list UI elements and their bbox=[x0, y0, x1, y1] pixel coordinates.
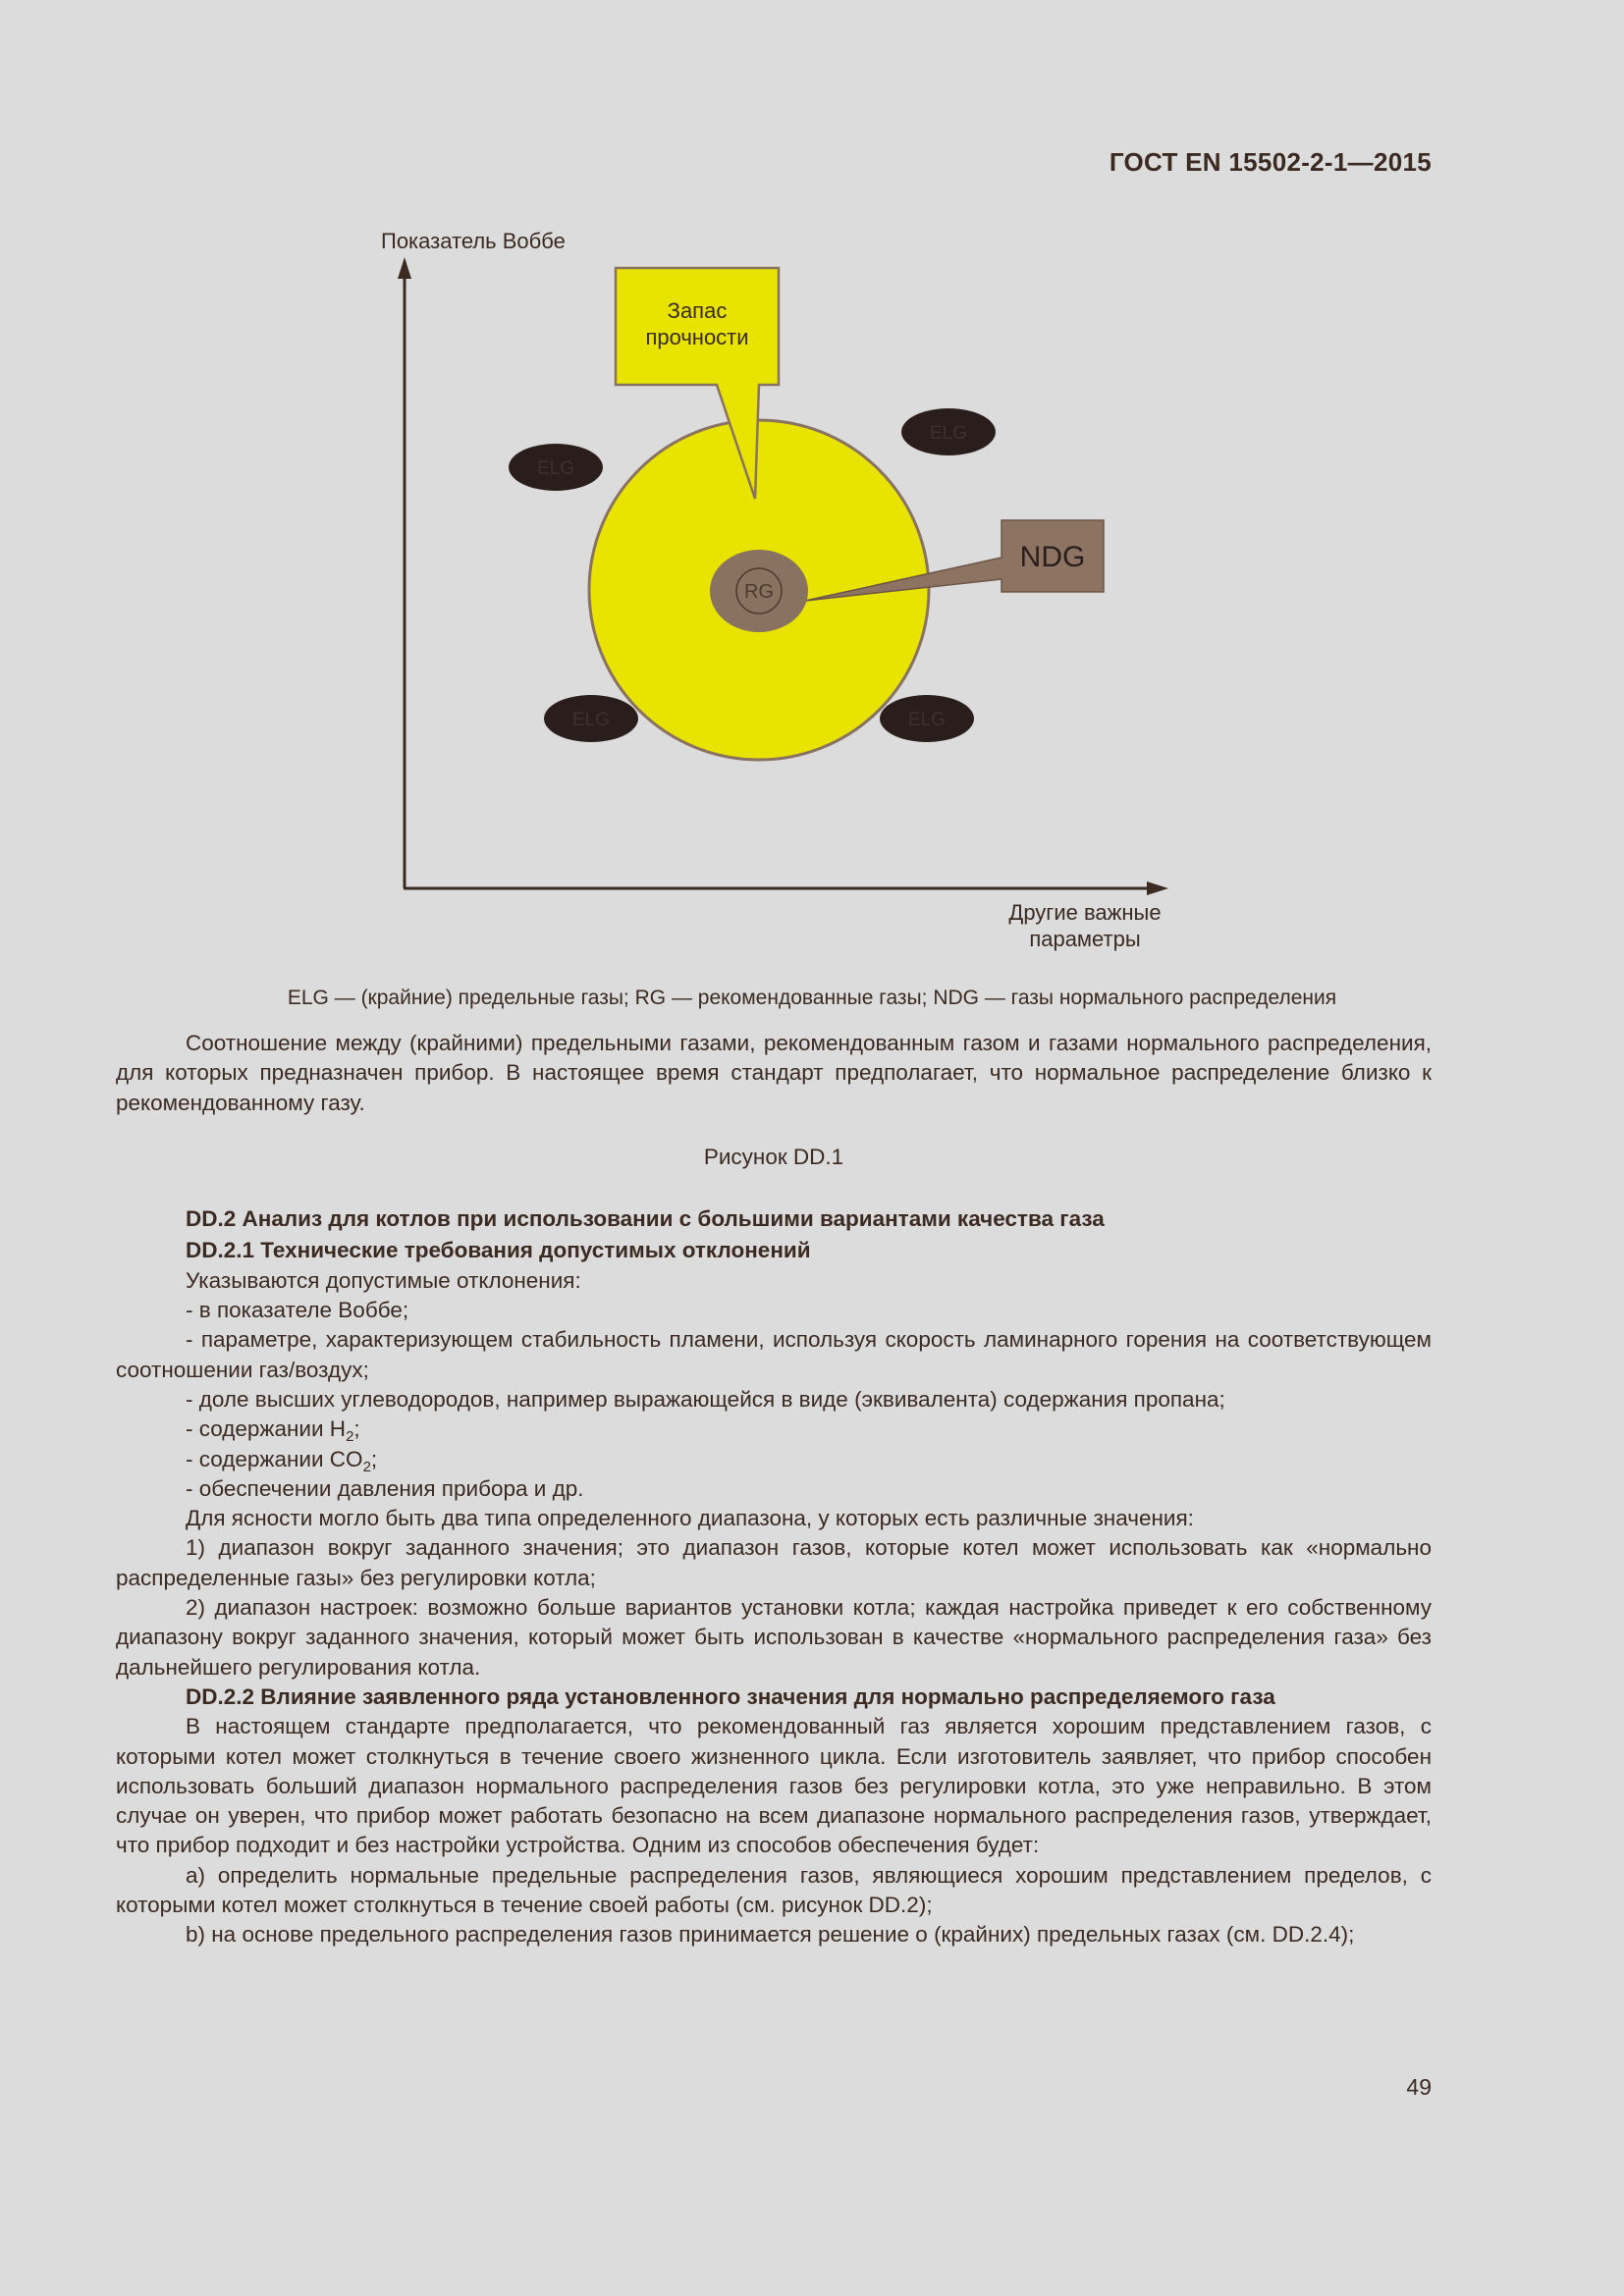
paragraph: Для ясности могло быть два типа определенного диапазона, у которых есть различные значения: bbox=[186, 1506, 1194, 1531]
x-axis-label-line1: Другие важные bbox=[1008, 900, 1162, 925]
elg-gas-marker bbox=[880, 695, 974, 742]
lettered-item: b) на основе предельного распределения газов принимается решение о (крайних) предельных газах (см. DD.2.4); bbox=[186, 1922, 1355, 1948]
numbered-item: 1) диапазон вокруг заданного значения; это диапазон газов, которые котел может использовать как «нормально распределенные газы» без регулировки котла; bbox=[116, 1535, 1432, 1590]
section-heading: DD.2 Анализ для котлов при использовании с большими вариантами качества газа bbox=[186, 1206, 1105, 1232]
svg-text:ELG: ELG bbox=[536, 458, 575, 479]
svg-text:NDG: NDG bbox=[1019, 541, 1086, 573]
page-number: 49 bbox=[1406, 2074, 1432, 2100]
document-id: ГОСТ EN 15502-2-1—2015 bbox=[1109, 147, 1432, 177]
y-axis-label: Показатель Воббе bbox=[381, 229, 566, 253]
svg-text:ELG: ELG bbox=[907, 710, 947, 730]
elg-gas-marker bbox=[901, 408, 996, 455]
list-item: - в показателе Воббе; bbox=[186, 1298, 409, 1323]
list-item: - доле высших углеводородов, например выражающейся в виде (эквивалента) содержания пропана; bbox=[186, 1386, 1225, 1412]
rg-marker bbox=[710, 550, 808, 632]
figure-dd1 bbox=[0, 0, 1624, 982]
numbered-item: 2) диапазон настроек: возможно больше вариантов установки котла; каждая настройка приведет к его собственному диапазону вокруг заданного значения, который может быть использован в качестве «нормального распределения газа» без дальнейшего регулирования котла. bbox=[116, 1595, 1432, 1680]
lettered-item: a) определить нормальные предельные распределения газов, являющиеся хорошим представлением пределов, с которыми котел может столкнуться в течение своей работы (см. рисунок DD.2); bbox=[116, 1862, 1432, 1918]
paragraph: В настоящем стандарте предполагается, что рекомендованный газ является хорошим представлением газов, с которыми котел может столкнуться в течение своего жизненного цикла. Если изготовитель заявляет, что прибор способен использовать больший диапазон нормального распределения газов без регулировки котла, это уже неправильно. В этом случае он уверен, что прибор может работать безопасно на всем диапазоне нормального распределения газов, утверждает, что прибор подходит и без настройки устройства. Одним из способов обеспечения будет: bbox=[116, 1714, 1432, 1858]
document-body bbox=[116, 1029, 1432, 1950]
paragraph: Соотношение между (крайними) предельными газами, рекомендованным газом и газами нормального распределения, для которых предназначен прибор. В настоящее время стандарт предполагает, что нормальное распределение близко к рекомендованному газу. bbox=[116, 1031, 1432, 1115]
y-axis-arrow bbox=[398, 257, 411, 279]
subsection-heading: DD.2.1 Технические требования допустимых отклонений bbox=[186, 1238, 811, 1263]
svg-text:Запас: Запас bbox=[667, 298, 728, 323]
svg-text:ELG: ELG bbox=[571, 710, 611, 730]
svg-text:ELG: ELG bbox=[929, 423, 968, 444]
elg-gas-marker bbox=[509, 444, 603, 491]
subsection-heading: DD.2.2 Влияние заявленного ряда установленного значения для нормально распределяемого газа bbox=[186, 1683, 1275, 1709]
elg-gas-marker bbox=[544, 695, 638, 742]
paragraph: Указываются допустимые отклонения: bbox=[186, 1267, 581, 1293]
figure-caption: Рисунок DD.1 bbox=[703, 1144, 844, 1169]
list-item: - содержании $CO_2$; bbox=[186, 1446, 378, 1475]
figure-legend: ELG — (крайние) предельные газы; RG — рекомендованные газы; NDG — газы нормального распределения bbox=[287, 987, 1337, 1009]
svg-text:RG: RG bbox=[744, 581, 774, 603]
svg-text:прочности: прочности bbox=[645, 325, 749, 349]
x-axis-label-line2: параметры bbox=[1029, 927, 1141, 951]
list-item: - содержании $H_2$; bbox=[186, 1416, 360, 1446]
list-item: - параметре, характеризующем стабильность пламени, используя скорость ламинарного горения на соответствующем соотношении газ/воздух; bbox=[116, 1327, 1432, 1382]
list-item: - обеспечении давления прибора и др. bbox=[186, 1475, 584, 1501]
x-axis-arrow bbox=[1147, 881, 1168, 895]
